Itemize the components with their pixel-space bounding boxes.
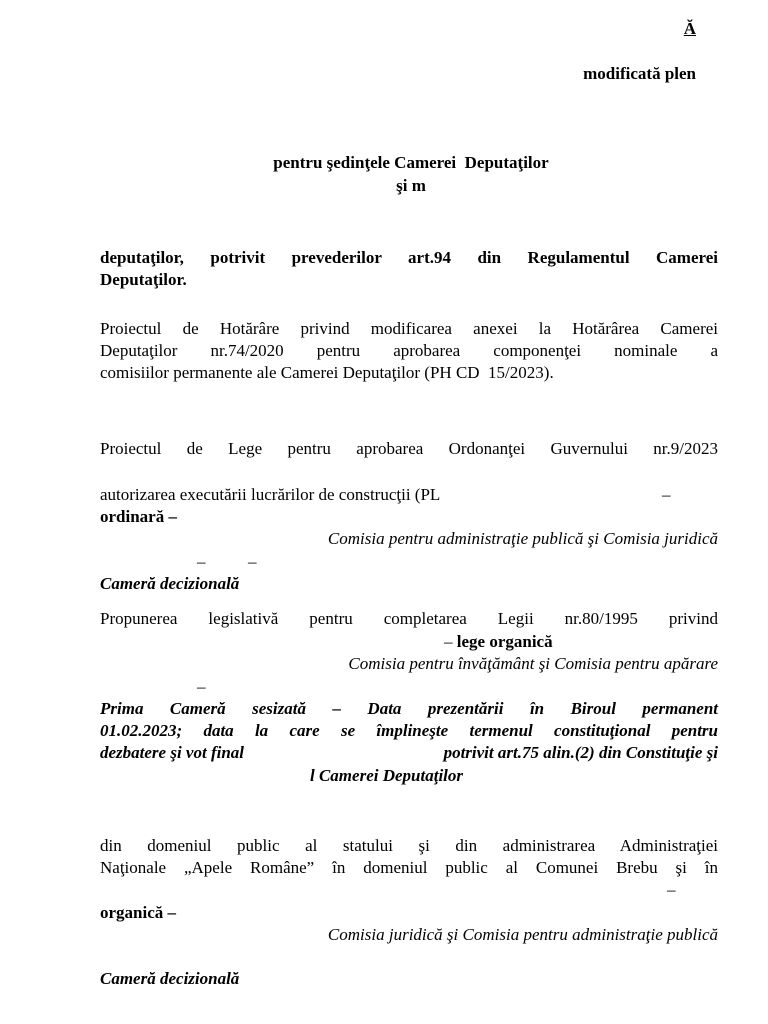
item2-line-2-dash: –: [662, 485, 671, 504]
item2-chamber: Cameră decizională: [100, 574, 240, 593]
item2-committee: Comisia pentru administraţie publică şi Comisia juridică: [327, 529, 718, 548]
item3-para-1: Prima Cameră sesizată – Data prezentării în Biroul permanent: [100, 699, 718, 718]
item4-line-2: Naţionale „Apele Române” în domeniul public al Comunei Brebu şi în: [100, 858, 718, 877]
item1-line-1: Proiectul de Hotărâre privind modificarea anexei la Hotărârea Camerei: [100, 319, 718, 338]
item3-committee: Comisia pentru învăţământ şi Comisia pentru apărare: [348, 654, 718, 673]
item3-line-2-dash: –: [444, 632, 457, 651]
intro-line-2: Deputaţilor.: [100, 270, 187, 289]
item3-line-1: Propunerea legislativă pentru completarea Legii nr.80/1995 privind: [100, 609, 718, 628]
item3-para-3-left: dezbatere şi vot final: [100, 743, 245, 762]
item2-dashes: – –: [197, 552, 257, 571]
item4-line-4: organică –: [100, 903, 177, 922]
title-line-1: pentru şedinţele Camerei Deputaţilor: [273, 153, 549, 172]
item3-line-2: [444, 631, 553, 653]
item4-chamber: Cameră decizională: [100, 969, 240, 988]
header-top-right: Ă: [683, 19, 696, 38]
item2-line-2: autorizarea executării lucrărilor de construcţii (PL: [100, 485, 441, 504]
item2-line-3: ordinară –: [100, 507, 177, 526]
item4-committee: Comisia juridică şi Comisia pentru administraţie publică: [327, 925, 718, 944]
item3-para-4: l Camerei Deputaţilor: [310, 766, 463, 785]
item3-para-2: 01.02.2023; data la care se împlineşte termenul constituţional pentru: [100, 721, 718, 740]
title-line-2: şi m: [396, 176, 426, 195]
item4-line-3-dash: –: [667, 880, 676, 899]
item1-line-3: comisiilor permanente ale Camerei Deputaţilor (PH CD 15/2023).: [100, 363, 554, 382]
item3-para-3-right: potrivit art.75 alin.(2) din Constituţie şi: [443, 743, 718, 762]
item3-dash: –: [197, 677, 206, 696]
intro-line-1: deputaţilor, potrivit prevederilor art.94 din Regulamentul Camerei: [100, 248, 718, 267]
item4-line-1: din domeniul public al statului şi din administrarea Administraţiei: [100, 836, 718, 855]
item2-line-1: Proiectul de Lege pentru aprobarea Ordonanţei Guvernului nr.9/2023: [100, 439, 718, 458]
item1-line-2: Deputaţilor nr.74/2020 pentru aprobarea componenţei nominale a: [100, 341, 718, 360]
document-subtitle: modificată plen: [583, 64, 696, 83]
item3-law-type: lege organică: [456, 632, 553, 651]
